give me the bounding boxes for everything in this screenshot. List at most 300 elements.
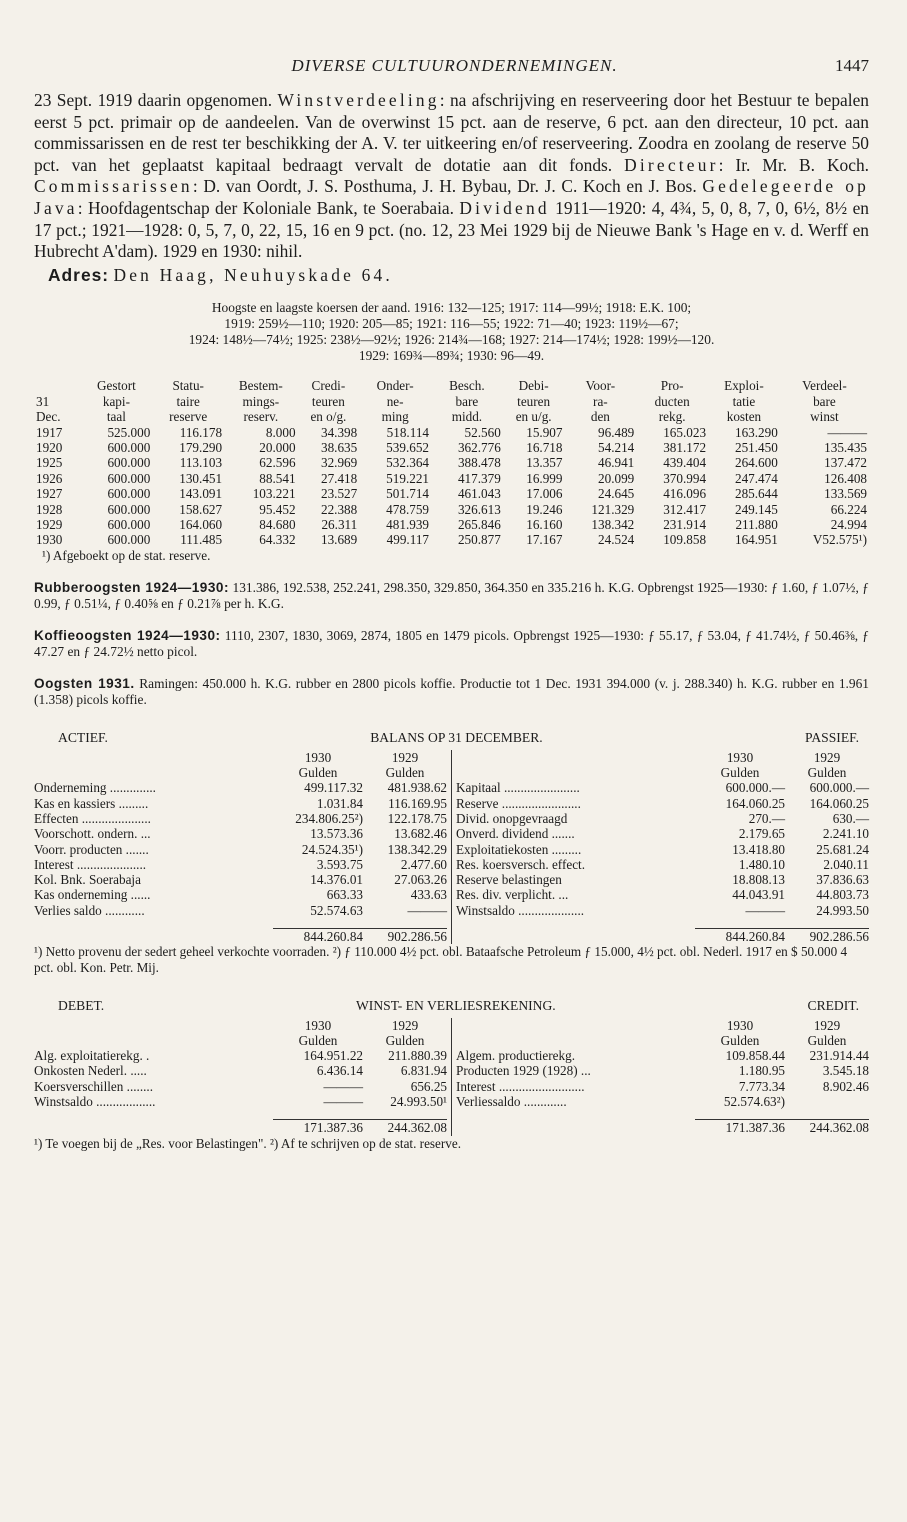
header-cell: kapi- — [102, 393, 130, 409]
ledger-value-1929: 600.000.— — [809, 780, 869, 796]
ledger-row — [456, 887, 869, 902]
ledger-value-1930: 270.— — [748, 811, 785, 826]
table-cell: 461.043 — [457, 486, 501, 502]
ledger-label: Res. div. verplicht. ... — [456, 887, 569, 903]
ledger-label: Onderneming .............. — [34, 780, 156, 796]
ledger-value-1929: 6.831.94 — [400, 1063, 447, 1079]
assets-rows — [34, 780, 447, 918]
ledger-value-1930: 7.773.34 — [738, 1078, 785, 1094]
credit-total — [456, 1119, 869, 1135]
table-cell: 24.524 — [598, 532, 635, 548]
table-cell: 1930 — [36, 532, 63, 548]
pl-left-title: DEBET. — [58, 997, 105, 1013]
header-cell: tatie — [732, 393, 756, 409]
year-header — [456, 1018, 869, 1033]
table-cell: 164.951 — [734, 532, 778, 548]
table-cell: 38.635 — [320, 439, 358, 455]
credit-rows — [456, 1048, 869, 1109]
ledger-label: Kas en kassiers ......... — [34, 795, 149, 811]
debit-total — [34, 1119, 447, 1135]
ledger-row — [34, 1079, 447, 1094]
table-cell: 600.000 — [107, 455, 151, 471]
ledger-row — [34, 887, 447, 902]
unit-label: Gulden — [385, 1032, 425, 1048]
table-cell: 17.006 — [526, 486, 563, 502]
table-row — [34, 471, 869, 486]
address-label: Adres: — [48, 264, 110, 285]
table-cell: 23.527 — [320, 486, 358, 502]
header-cell: reserve — [169, 409, 208, 425]
header-cell: Exploi- — [724, 378, 764, 394]
ledger-value-1929: 122.178.75 — [387, 811, 447, 826]
header-cell: mings- — [242, 393, 280, 409]
ledger-row — [456, 811, 869, 826]
total-value: 844.260.84 — [695, 928, 785, 944]
table-cell: ——— — [827, 424, 867, 440]
total-value: 244.362.08 — [785, 1119, 869, 1135]
table-cell: 126.408 — [824, 470, 867, 486]
price-line: Hoogste en laagste koersen der aand. 1916: 132—125; 1917: 114—99½; 1918: E.K. 100; — [211, 300, 692, 316]
unit-label: Gulden — [298, 765, 338, 781]
liabilities-rows — [456, 780, 869, 918]
table-cell: 231.914 — [663, 517, 707, 532]
table-row — [34, 517, 869, 532]
table-cell: 539.652 — [386, 439, 430, 455]
ledger-value-1929: ——— — [407, 902, 447, 918]
ledger-row — [34, 796, 447, 811]
ledger-value-1929: 24.993.50 — [816, 902, 869, 918]
ledger-label: Winstsaldo .................. — [34, 1094, 156, 1110]
ledger-value-1930: 1.480.10 — [738, 856, 785, 872]
table-cell: 416.096 — [663, 486, 707, 502]
header-cell: Pro- — [660, 378, 684, 394]
table-row — [34, 440, 869, 455]
table-cell: 88.541 — [259, 470, 296, 486]
unit-label: Gulden — [720, 1032, 760, 1048]
table-cell: 518.114 — [386, 424, 430, 440]
pl-footnote: ¹) Te voegen bij de „Res. voor Belastingen". ²) Af te schrijven op de stat. reserve. — [34, 1135, 462, 1151]
company-description — [34, 90, 869, 286]
year-header — [34, 750, 447, 765]
ledger-label: Interest .......................... — [456, 1078, 585, 1094]
ledger-row — [34, 826, 447, 841]
ledger-label: Kapitaal ....................... — [456, 780, 580, 796]
table-cell: 600.000 — [107, 501, 151, 517]
header-cell: Bestem- — [238, 378, 283, 394]
table-cell: 113.103 — [179, 455, 223, 471]
unit-label: Gulden — [298, 1032, 338, 1048]
ledger-value-1930: 663.33 — [326, 887, 363, 903]
ledger-label: Kas onderneming ...... — [34, 887, 151, 903]
table-cell: 370.994 — [663, 470, 707, 486]
ledger-value-1930: ——— — [323, 1078, 363, 1094]
ledger-row — [456, 796, 869, 811]
header-cell: taire — [176, 393, 200, 409]
ledger-value-1930: 52.574.63 — [310, 902, 363, 918]
ledger-value-1929: 2.241.10 — [822, 826, 869, 842]
table-cell: 525.000 — [107, 424, 151, 440]
ledger-label: Alg. exploitatierekg. . — [34, 1048, 150, 1064]
table-cell: 265.846 — [457, 517, 501, 532]
table-cell: 109.858 — [663, 532, 707, 548]
table-cell: 417.379 — [457, 470, 501, 486]
balance-titles — [34, 730, 869, 746]
unit-header — [456, 765, 869, 780]
header-cell: teuren — [311, 393, 345, 409]
header-cell: 31 — [36, 393, 50, 409]
ledger-row — [456, 1094, 869, 1109]
liabilities-total — [456, 928, 869, 944]
page-number: 1447 — [835, 56, 869, 75]
table-cell: 158.627 — [179, 501, 223, 517]
ledger-label: Interest ..................... — [34, 856, 147, 872]
ledger-value-1930: 18.808.13 — [732, 872, 785, 888]
table-cell: 133.569 — [824, 486, 867, 502]
heading-winstverdeeling: Winstverdeeling — [277, 90, 440, 110]
coffee-text: 1110, 2307, 1830, 3069, 2874, 1805 en 1479 picols. Opbrengst 1925—1930: ƒ 55.17, ƒ 53.04, ƒ 41.74½, ƒ 50.46⅜, ƒ 47.27 en ƒ 24.72½ netto picol. — [34, 627, 869, 659]
year-header — [456, 750, 869, 765]
unit-label: Gulden — [720, 765, 760, 781]
harvest-1931 — [34, 676, 869, 708]
table-cell: 64.332 — [259, 532, 296, 548]
header-row — [34, 394, 869, 409]
table-cell: 34.398 — [320, 424, 358, 440]
table-cell: 52.560 — [464, 424, 501, 440]
table-cell: 381.172 — [663, 439, 707, 455]
year-header — [34, 1018, 447, 1033]
ledger-row — [34, 872, 447, 887]
heading-directeur: Directeur — [624, 154, 719, 175]
header-cell: midd. — [451, 409, 483, 425]
table-cell: 16.999 — [526, 470, 563, 486]
table-footnote: ¹) Afgeboekt op de stat. reserve. — [42, 547, 211, 563]
table-cell: 66.224 — [830, 501, 867, 517]
total-value: 244.362.08 — [363, 1119, 447, 1135]
total-value: 171.387.36 — [273, 1119, 363, 1135]
table-cell: 532.364 — [386, 455, 430, 471]
header-cell: teuren — [517, 393, 551, 409]
header-cell: ra- — [593, 393, 608, 409]
ledger-row — [34, 1063, 447, 1078]
table-cell: 519.221 — [386, 470, 430, 486]
header-cell: Besch. — [449, 378, 485, 394]
address-line — [48, 265, 869, 287]
year-label: 1930 — [304, 749, 332, 765]
financial-table-header — [34, 378, 869, 424]
ledger-value-1930: 164.060.25 — [725, 795, 785, 811]
table-cell: 250.877 — [457, 532, 501, 548]
table-cell: 211.880 — [735, 517, 778, 532]
page-title: DIVERSE CULTUURONDERNEMINGEN. — [291, 56, 618, 75]
total-value: 844.260.84 — [273, 928, 363, 944]
table-cell: 26.311 — [321, 517, 358, 532]
header-cell: bare — [813, 393, 836, 409]
ledger-value-1929: 25.681.24 — [816, 841, 869, 857]
header-cell: en o/g. — [310, 409, 347, 425]
ledger-value-1929: 37.836.63 — [816, 872, 869, 888]
ledger-value-1930: 1.031.84 — [316, 795, 363, 811]
table-cell: 111.485 — [180, 532, 223, 548]
ledger-row — [34, 1048, 447, 1063]
header-cell: Debi- — [518, 378, 549, 394]
header-cell: bare — [455, 393, 479, 409]
table-cell: 600.000 — [107, 517, 151, 532]
ledger-value-1929: 27.063.26 — [394, 872, 447, 888]
table-cell: 247.474 — [734, 470, 778, 486]
table-cell: 251.450 — [734, 439, 778, 455]
ledger-value-1930: 499.117.32 — [304, 780, 363, 796]
ledger-label: Onverd. dividend ....... — [456, 826, 575, 842]
header-cell: ne- — [386, 393, 404, 409]
table-cell: 1917 — [36, 424, 63, 440]
table-cell: 312.417 — [663, 501, 707, 517]
ledger-value-1930: 13.573.36 — [310, 826, 363, 842]
ledger-label: Res. koersversch. effect. — [456, 856, 586, 872]
table-cell: 135.435 — [824, 439, 867, 455]
ledger-value-1929: 2.040.11 — [823, 856, 869, 872]
ledger-value-1929: 231.914.44 — [809, 1048, 869, 1064]
ledger-value-1930: 6.436.14 — [316, 1063, 363, 1079]
table-cell: 16.718 — [526, 439, 563, 455]
text-span: : Hoofdagentschap der Koloniale Bank, te Soerabaia. — [77, 197, 460, 218]
ledger-label: Voorschott. ondern. ... — [34, 826, 151, 842]
profit-loss-account — [34, 1018, 869, 1136]
ledger-value-1930: 13.418.80 — [732, 841, 785, 857]
ledger-label: Effecten ..................... — [34, 811, 151, 826]
rubber-text: 131.386, 192.538, 252.241, 298.350, 329.850, 364.350 en 335.216 h. K.G. Opbrengst 1925—1930: ƒ 1.60, ƒ 1.07½, ƒ 0.99, ƒ 0.51¼, ƒ 0.40⅝ en ƒ 0.21⅞ per h. K.G. — [34, 579, 870, 611]
ledger-value-1930: 14.376.01 — [310, 872, 363, 888]
header-cell: Statu- — [172, 378, 204, 394]
table-cell: 8.000 — [265, 424, 296, 440]
coffee-harvest — [34, 628, 869, 660]
ledger-label: Algem. productierekg. — [456, 1048, 576, 1064]
ledger-row — [34, 811, 447, 826]
price-line: 1924: 148½—74½; 1925: 238½—92½; 1926: 214¾—168; 1927: 214—174½; 1928: 199½—120. — [188, 332, 715, 348]
ledger-value-1929: 44.803.73 — [816, 887, 869, 903]
ledger-value-1929: 3.545.18 — [822, 1063, 869, 1079]
heading-commissarissen: Commissarissen — [34, 176, 193, 197]
harvest-text: Ramingen: 450.000 h. K.G. rubber en 2800 picols koffie. Productie tot 1 Dec. 1931 394.000 (v. j. 288.340) h. K.G. rubber en 1.961 (1.358) picols koffie. — [34, 675, 869, 707]
year-label: 1930 — [726, 749, 754, 765]
ledger-value-1930: 44.043.91 — [732, 887, 785, 903]
total-value: 171.387.36 — [695, 1119, 785, 1135]
year-label: 1930 — [726, 1017, 754, 1033]
table-cell: 439.404 — [663, 455, 707, 471]
table-cell: 22.388 — [320, 501, 358, 517]
ledger-label: Producten 1929 (1928) ... — [456, 1063, 591, 1079]
financial-table-body — [34, 425, 869, 548]
ledger-value-1930: 109.858.44 — [725, 1048, 785, 1064]
table-cell: 62.596 — [259, 455, 296, 471]
table-cell: 143.091 — [179, 486, 223, 502]
assets-total — [34, 928, 447, 944]
ledger-row — [456, 857, 869, 872]
header-cell: taal — [106, 409, 126, 425]
ledger-value-1929: 8.902.46 — [822, 1078, 869, 1094]
table-cell: 16.160 — [526, 517, 563, 532]
ledger-label: Reserve belastingen — [456, 872, 562, 888]
table-cell: 478.759 — [386, 501, 430, 517]
table-cell: 388.478 — [457, 455, 501, 471]
balance-sheet — [34, 750, 869, 945]
ledger-value-1930: 3.593.75 — [316, 856, 363, 872]
table-cell: 163.290 — [734, 424, 778, 440]
year-label: 1930 — [304, 1017, 332, 1033]
table-cell: 24.994 — [830, 517, 867, 532]
ledger-label: Verliessaldo ............. — [456, 1094, 567, 1110]
table-cell: V52.575¹) — [812, 532, 867, 548]
unit-header — [34, 1033, 447, 1048]
table-cell: 96.489 — [598, 424, 635, 440]
table-cell: 499.117 — [386, 532, 430, 548]
table-cell: 130.451 — [179, 470, 223, 486]
price-history — [34, 300, 869, 364]
unit-label: Gulden — [807, 1032, 847, 1048]
ledger-value-1930: 600.000.— — [725, 780, 785, 796]
table-cell: 54.214 — [598, 439, 635, 455]
ledger-row — [456, 826, 869, 841]
ledger-value-1929: 656.25 — [410, 1078, 447, 1094]
price-line: 1929: 169¾—89¾; 1930: 96—49. — [358, 348, 545, 364]
table-row — [34, 532, 869, 547]
debit-rows — [34, 1048, 447, 1109]
ledger-row — [34, 857, 447, 872]
table-cell: 1926 — [36, 470, 63, 486]
table-cell: 137.472 — [824, 455, 867, 471]
header-cell: Dec. — [36, 409, 61, 425]
header-cell: Credi- — [311, 378, 346, 394]
table-cell: 27.418 — [320, 470, 358, 486]
header-cell: winst — [810, 409, 839, 425]
table-cell: 121.329 — [591, 501, 635, 517]
table-cell: 32.969 — [320, 455, 358, 471]
header-cell: kosten — [726, 409, 762, 425]
ledger-value-1930: ——— — [323, 1094, 363, 1110]
header-cell: Voor- — [585, 378, 616, 394]
table-cell: 13.357 — [526, 455, 563, 471]
rubber-lead: Rubberoogsten 1924—1930: — [34, 579, 229, 595]
unit-header — [456, 1033, 869, 1048]
table-cell: 165.023 — [663, 424, 707, 440]
ledger-row — [456, 780, 869, 795]
ledger-row — [456, 1048, 869, 1063]
ledger-label: Exploitatiekosten ......... — [456, 841, 582, 857]
table-cell: 15.907 — [526, 424, 563, 440]
ledger-value-1930: ——— — [745, 902, 785, 918]
table-cell: 19.246 — [526, 501, 563, 517]
table-cell: 95.452 — [259, 501, 296, 517]
table-cell: 138.342 — [591, 517, 635, 532]
unit-label: Gulden — [807, 765, 847, 781]
table-cell: 1927 — [36, 486, 63, 502]
ledger-label: Winstsaldo .................... — [456, 902, 585, 918]
table-cell: 249.145 — [734, 501, 778, 517]
ledger-label: Koersverschillen ........ — [34, 1078, 154, 1094]
table-cell: 20.099 — [598, 470, 635, 486]
table-cell: 116.178 — [179, 424, 223, 440]
ledger-value-1929: 164.060.25 — [809, 795, 869, 811]
header-cell: Onder- — [376, 378, 414, 394]
balance-right-title: PASSIEF. — [805, 729, 859, 745]
header-cell: rekg. — [658, 409, 686, 425]
ledger-row — [34, 842, 447, 857]
pl-credit — [452, 1018, 869, 1136]
ledger-value-1930: 24.524.35¹) — [301, 841, 363, 857]
ledger-value-1929: 211.880.39 — [388, 1048, 447, 1064]
pl-center-title: WINST- EN VERLIESREKENING. — [355, 997, 556, 1013]
price-line: 1919: 259½—110; 1920: 205—85; 1921: 116—55; 1922: 71—40; 1923: 119½—67; — [224, 316, 679, 332]
text-span: : Ir. Mr. B. Koch. — [718, 154, 869, 175]
table-cell: 264.600 — [734, 455, 778, 471]
ledger-value-1929 — [785, 1094, 869, 1109]
ledger-value-1929: 433.63 — [410, 887, 447, 903]
ledger-label: Divid. onopgevraagd — [456, 811, 568, 826]
table-cell: 600.000 — [107, 486, 151, 502]
table-cell: 24.645 — [598, 486, 635, 502]
table-row — [34, 455, 869, 470]
total-value: 902.286.56 — [363, 928, 447, 944]
table-cell: 1920 — [36, 439, 63, 455]
table-cell: 46.941 — [598, 455, 635, 471]
balance-liabilities — [452, 750, 869, 945]
ledger-value-1929: 481.938.62 — [387, 780, 447, 796]
coffee-lead: Koffieoogsten 1924—1930: — [34, 627, 221, 643]
table-cell: 501.714 — [386, 486, 430, 502]
table-cell: 600.000 — [107, 439, 151, 455]
table-row — [34, 425, 869, 440]
ledger-label: Voorr. producten ....... — [34, 841, 149, 857]
pl-right-title: CREDIT. — [807, 997, 859, 1013]
ledger-value-1929: 630.— — [832, 811, 869, 826]
harvest-lead: Oogsten 1931. — [34, 675, 135, 691]
ledger-row — [456, 1063, 869, 1078]
ledger-label: Reserve ........................ — [456, 795, 581, 811]
ledger-value-1929: 138.342.29 — [387, 841, 447, 857]
pl-debit — [34, 1018, 452, 1136]
table-cell: 1925 — [36, 455, 63, 471]
pl-titles — [34, 998, 869, 1014]
ledger-row — [34, 903, 447, 918]
table-cell: 600.000 — [107, 470, 151, 486]
table-row — [34, 486, 869, 501]
table-cell: 285.644 — [734, 486, 778, 502]
ledger-label: Kol. Bnk. Soerabaja — [34, 872, 141, 888]
ledger-row — [456, 872, 869, 887]
text-span: : D. van Oordt, J. S. Posthuma, J. H. Bybau, Dr. J. C. Koch en J. Bos. — [192, 176, 703, 197]
address-value: Den Haag, Neuhuyskade 64. — [113, 264, 393, 285]
financial-table — [34, 378, 869, 547]
page-header — [34, 56, 869, 90]
description-paragraph — [34, 90, 869, 263]
rubber-harvest — [34, 580, 869, 612]
header-cell: reserv. — [243, 409, 279, 425]
ledger-label: Onkosten Nederl. ..... — [34, 1063, 147, 1079]
text-span: : na afschrijving en reserveering door het Bestuur te bepalen eerst 5 pct. primair op de aandeelen. Van de overwinst 15 pct. aan de reserve, 6 pct. aan den directeur, 10 pct. aan commissarissen en de rest ter beschikking der A. V. ter uitkeering en/of reserveering. Zoodra en zoolang de reserve 50 pct. van het geplaatst kapitaal bedraagt vervalt de dotatie aan dit fonds. — [34, 90, 869, 175]
table-cell: 13.689 — [320, 532, 358, 548]
ledger-value-1930: 52.574.63²) — [723, 1094, 785, 1110]
header-cell — [34, 378, 81, 393]
table-cell: 600.000 — [107, 532, 151, 548]
table-cell: 179.290 — [179, 439, 223, 455]
ledger-value-1930: 164.951.22 — [303, 1048, 363, 1064]
unit-label: Gulden — [385, 765, 425, 781]
text-span: 23 Sept. 1919 daarin opgenomen. — [34, 90, 278, 110]
year-label: 1929 — [813, 1017, 841, 1033]
header-cell: Verdeel- — [802, 378, 847, 394]
year-label: 1929 — [391, 749, 419, 765]
year-label: 1929 — [391, 1017, 419, 1033]
balance-left-title: ACTIEF. — [58, 729, 108, 745]
